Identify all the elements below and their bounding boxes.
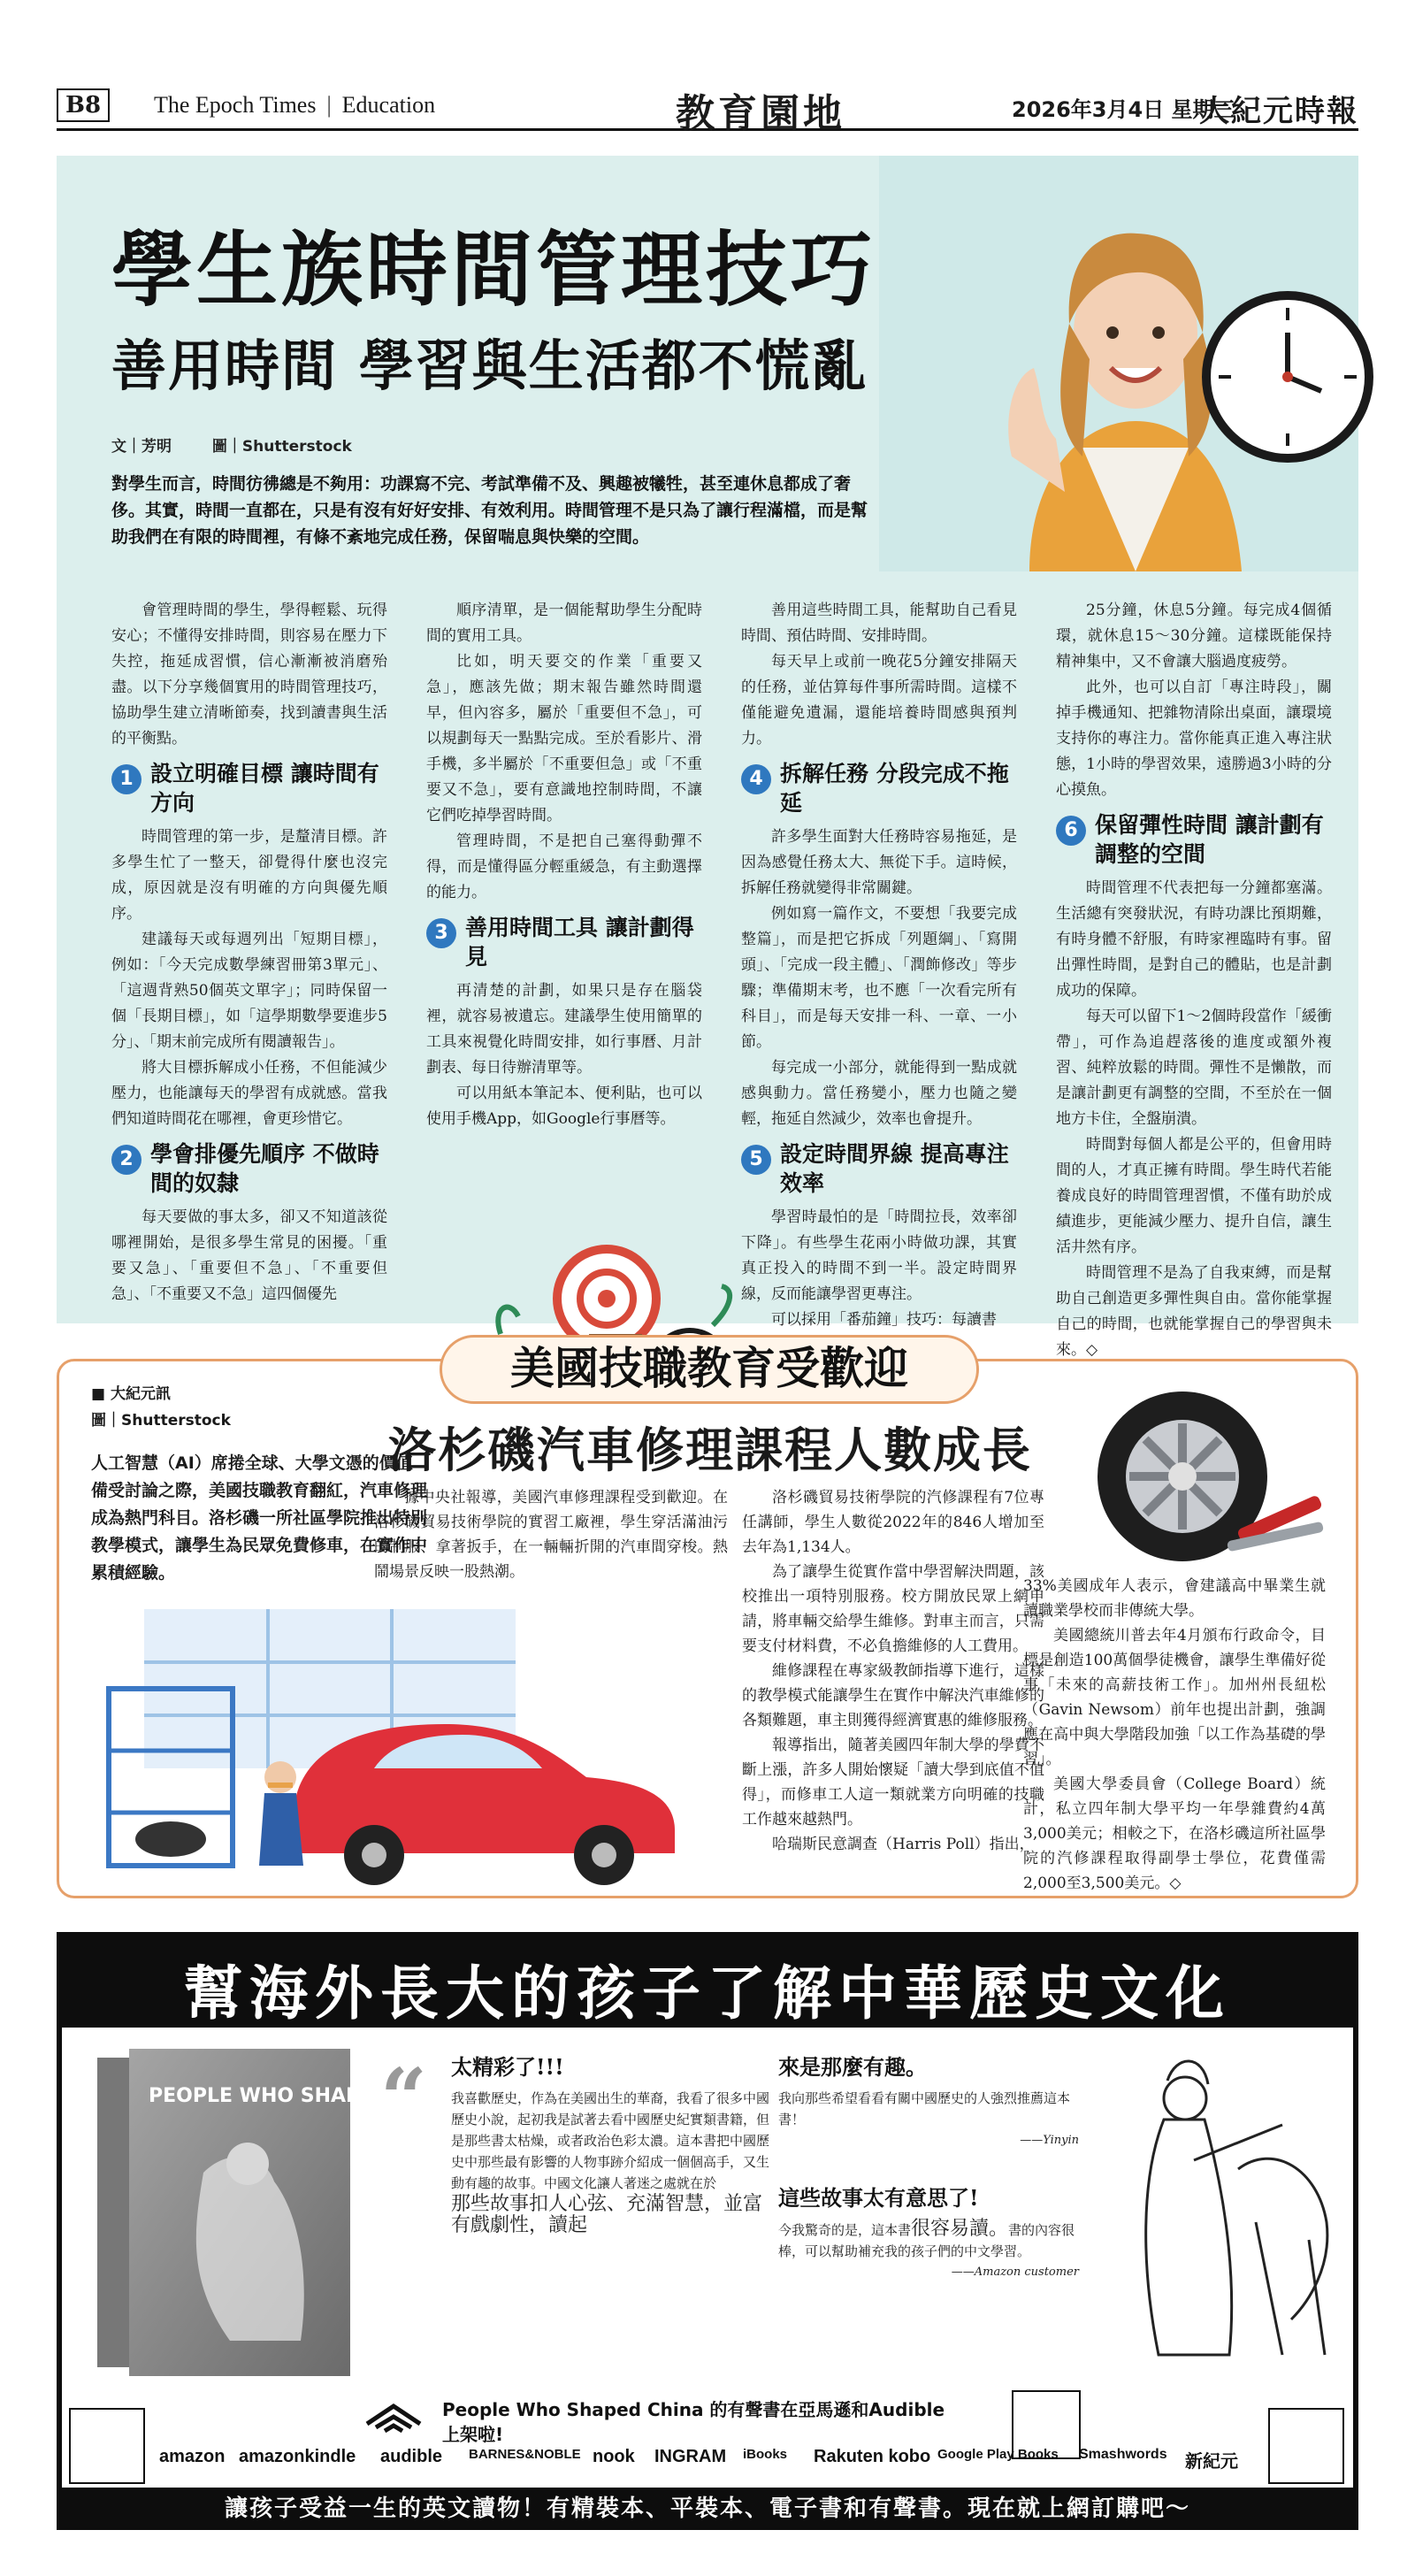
store-logos — [159, 2436, 1256, 2480]
brand-name: The Epoch Times — [154, 92, 317, 118]
photo-credit: 圖｜Shutterstock — [211, 438, 352, 456]
store-logo[interactable]: Smashwords — [1079, 2447, 1167, 2462]
vocational-column-1 — [374, 1485, 728, 1584]
column-4 — [1056, 598, 1332, 1363]
store-logo[interactable]: audible — [380, 2447, 443, 2466]
section-heading-1 — [111, 759, 387, 817]
paragraph: 時間管理的第一步，是釐清目標。許多學生忙了一整天，卻覺得什麼也沒完成，原因就是沒有明確的方向與優先順序。 — [111, 828, 387, 923]
review-3-heading: 這些故事太有意思了! — [778, 2185, 979, 2211]
paragraph: 管理時間，不是把自己塞得動彈不得，而是懂得區分輕重緩急，有主動選擇的能力。 — [426, 832, 702, 901]
ad-panel — [62, 2028, 1353, 2488]
vocational-intro: 人工智慧（AI）席捲全球、大學文憑的價值備受討論之際，美國技職教育翻紅，汽車修理成為熱門科目。洛杉磯一所社區學院推出特別教學模式，讓學生為民眾免費修車，在實作中累積經驗。 — [91, 1453, 428, 1583]
paragraph: 將大目標拆解成小任務，不但能減少壓力，也能讓每天的學習有成就感。當我們知道時間花在哪裡，會更珍惜它。 — [111, 1059, 387, 1128]
section-heading-text: 設定時間界線 提高專注效率 — [780, 1141, 1009, 1196]
store-logo[interactable]: INGRAM — [654, 2447, 727, 2466]
byline — [111, 433, 387, 456]
number-badge: 3 — [426, 918, 456, 948]
author: 文｜芳明 — [111, 438, 172, 456]
paragraph: 此外，也可以自訂「專注時段」，關掉手機通知、把雜物清除出桌面，讓環境支持你的專注力。當你能真正進入專注狀態，1小時的學習效果，遠勝過3小時的分心摸魚。 — [1056, 678, 1332, 799]
paragraph: 善用這些時間工具，能幫助自己看見時間、預估時間、安排時間。 — [741, 602, 1017, 645]
ad-headline: 幫海外長大的孩子了解中華歷史文化 — [184, 1959, 1231, 2028]
paragraph: 可以用紙本筆記本、便利貼，也可以使用手機App，如Google行事曆等。 — [426, 1085, 702, 1128]
vocational-source — [91, 1381, 231, 1434]
store-logo[interactable]: BARNES&NOBLE — [469, 2447, 581, 2462]
paragraph: 每天可以留下1～2個時段當作「緩衝帶」，可作為追趕落後的進度或額外複習、純粹放鬆的時間。彈性不是懶散，而是讓計劃更有調整的空間，不至於在一個地方卡住，全盤崩潰。 — [1056, 1008, 1332, 1128]
paragraph: 報導指出，隨著美國四年制大學的學費不斷上漲，許多人開始懷疑「讀大學到底值不值得」，而修車工人這一類就業方向明確的技職工作越來越熱門。 — [742, 1736, 1044, 1828]
issue-date: 2026年3月4日 星期三 — [1012, 97, 1235, 122]
paragraph: 美國總統川普去年4月頒布行政命令，目標是創造100萬個學徒機會，讓學生準備好從事「未來的高薪技術工作」。加州州長紐松（Gavin Newsom）前年也提出計劃，強調應在高中與大學階段加強「以工作為基礎的學習」。 — [1023, 1627, 1326, 1768]
article-subtitle: 善用時間 學習與生活都不慌亂 — [111, 334, 868, 398]
paragraph: 為了讓學生從實作當中學習解決問題，該校推出一項特別服務。校方開放民眾上網申請，將車輛交給學生維修。對車主而言，只需要支付材料費，不必負擔維修的人工費用。 — [742, 1563, 1044, 1655]
review-1-body: 我喜歡歷史，作為在美國出生的華裔，我看了很多中國歷史小說，起初我是試著去看中國歷史紀實類書籍，但是那些書太枯燥，或者政治色彩太濃。這本書把中國歷史中那些最有影響的人物事跡介紹成一個個高手，又生動有趣的故事。中國文化讓人著迷之處就在於 — [451, 2090, 770, 2191]
section-heading-2 — [111, 1139, 387, 1198]
paragraph: 每天要做的事太多，卻又不知道該從哪裡開始，是很多學生常見的困擾。「重要又急」、「重要但不急」、「不重要但急」、「不重要又不急」這四個優先 — [111, 1208, 387, 1303]
paragraph: 學習時最怕的是「時間拉長，效率卻下降」。有些學生花兩小時做功課，其實真正投入的時間不到一半。設定時間界線，反而能讓學習更專注。 — [741, 1208, 1017, 1303]
column-1 — [111, 598, 387, 1307]
section-heading-6 — [1056, 810, 1332, 869]
number-badge: 4 — [741, 764, 771, 794]
vocational-column-2 — [742, 1485, 1044, 1857]
masthead — [57, 78, 1358, 136]
newspaper-logo: 大紀元時報 — [1199, 94, 1358, 129]
review-3-text: 今我驚奇的是，這本書 — [778, 2222, 912, 2238]
section-heading-3 — [426, 913, 702, 971]
paragraph: 維修課程在專家級教師指導下進行，這樣的教學模式能讓學生在實作中解決汽車維修的各類難題，車主則獲得經濟實惠的維修服務。 — [742, 1662, 1044, 1729]
section-title: 教育園地 — [676, 91, 845, 136]
paragraph: 例如寫一篇作文，不要想「我要完成整篇」，而是把它拆成「列題綱」、「寫開頭」、「完成一段主體」、「潤飾修改」等步驟；準備期末考，也不應「一次看完所有科目」，而是每天安排一科、一章、一小節。 — [741, 905, 1017, 1051]
store-logo[interactable]: amazonkindle — [239, 2447, 356, 2466]
paragraph: 洛杉磯貿易技術學院的汽修課程有7位專任講師，學生人數從2022年的846人增加至去年為1,134人。 — [742, 1489, 1044, 1556]
section-heading-text: 學會排優先順序 不做時間的奴隸 — [150, 1141, 379, 1196]
review-2-body: 我向那些希望看看有關中國歷史的人強烈推薦這本書！ — [778, 2090, 1071, 2128]
section-heading-5 — [741, 1139, 1017, 1198]
review-2-author: ——Yinyin — [1020, 2134, 1079, 2147]
paragraph: 時間管理不是為了自我束縛，而是幫助自己創造更多彈性與自由。當你能掌握自己的時間，也就能掌握自己的學習與未來。◇ — [1056, 1264, 1332, 1359]
review-2 — [778, 2052, 1079, 2151]
review-2-heading: 來是那麼有趣。 — [778, 2054, 927, 2080]
paragraph: 33%美國成年人表示，會建議高中畢業生就讀職業學校而非傳統大學。 — [1023, 1577, 1326, 1620]
number-badge: 1 — [111, 764, 142, 794]
paragraph: 會管理時間的學生，學得輕鬆、玩得安心；不懂得安排時間，則容易在壓力下失控，拖延成習慣，信心漸漸被消磨殆盡。以下分享幾個實用的時間管理技巧，協助學生建立清晰節奏，找到讀書與生活的平衡點。 — [111, 602, 387, 748]
book-title-text: PEOPLE WHO SHAPED CHINA — [149, 2085, 466, 2107]
store-logo[interactable]: iBooks — [743, 2447, 788, 2462]
number-badge: 5 — [741, 1145, 771, 1175]
review-3-tail: 書的內容很棒，可以幫助補充我的孩子們的中文學習。 — [778, 2222, 1075, 2259]
car-repair-illustration — [91, 1600, 701, 1885]
review-1-highlight: 那些故事扣人心弦、充滿智慧，並富有戲劇性，讀起 — [451, 2193, 763, 2236]
section-heading-text: 保留彈性時間 讓計劃有調整的空間 — [1095, 812, 1324, 867]
store-logo[interactable]: Google Play Books — [937, 2447, 1059, 2462]
newspaper-brand — [154, 92, 435, 119]
article-body — [111, 598, 1332, 1359]
number-badge: 6 — [1056, 816, 1086, 846]
news-source: ■ 大紀元訊 — [91, 1385, 171, 1403]
page-number: B8 — [57, 88, 110, 122]
girl-with-clock-photo — [879, 156, 1358, 571]
paragraph: 哈瑞斯民意調查（Harris Poll）指出， — [772, 1836, 1035, 1853]
paragraph: 美國大學委員會（College Board）統計，私立四年制大學平均一年學雜費約4萬3,000美元；相較之下，在洛杉磯這所社區學院的汽修課程取得副學士學位，花費僅需2,000至3,500美元。◇ — [1023, 1775, 1326, 1892]
qr-code-icon[interactable] — [1268, 2408, 1344, 2484]
paragraph: 每天早上或前一晚花5分鐘安排隔天的任務，並估算每件事所需時間。這樣不僅能避免遺漏，還能培養時間感與預判力。 — [741, 653, 1017, 748]
review-1-heading: 太精彩了!!! — [451, 2054, 564, 2080]
column-3 — [741, 598, 1017, 1333]
section-heading-text: 設立明確目標 讓時間有方向 — [150, 761, 379, 816]
paragraph: 建議每天或每週列出「短期目標」，例如：「今天完成數學練習冊第3單元」、「這週背熟50個英文單字」；同時保留一個「長期目標」，如「這學期數學要進步5分」、「期末前完成所有閱讀報告」。 — [111, 931, 387, 1051]
vocational-column-3 — [1023, 1574, 1326, 1896]
paragraph: 每完成一小部分，就能得到一點成就感與動力。當任務變小，壓力也隨之變輕，拖延自然減少，效率也會提升。 — [741, 1059, 1017, 1128]
store-logo[interactable]: Rakuten kobo — [814, 2447, 931, 2466]
paragraph: 時間對每個人都是公平的，但會用時間的人，才真正擁有時間。學生時代若能養成良好的時間管理習慣，不僅有助於成績進步，更能減少壓力、提升自信，讓生活井然有序。 — [1056, 1136, 1332, 1256]
time-management-article — [57, 156, 1358, 1359]
audiobook-line-1: People Who Shaped China 的有聲書在亞馬遜和Audible — [442, 2399, 945, 2420]
ad-footer: 讓孩子受益一生的英文讀物！有精裝本、平裝本、電子書和有聲書。現在就上網訂購吧～ — [224, 2496, 1190, 2522]
article-title: 學生族時間管理技巧 — [111, 223, 876, 318]
book-advertisement — [57, 1932, 1358, 2530]
number-badge: 2 — [111, 1145, 142, 1175]
review-3-highlight: 很容易讀。 — [911, 2218, 1009, 2240]
section-heading-text: 善用時間工具 讓計劃得見 — [465, 915, 694, 970]
review-3-author: ——Amazon customer — [951, 2266, 1079, 2279]
article-lede: 對學生而言，時間彷彿總是不夠用：功課寫不完、考試準備不及、興趣被犧牲，甚至連休息都成了奢侈。其實，時間一直都在，只是有沒有好好安排、有效利用。時間管理不是只為了讓行程滿檔，而是幫助我們在有限的時間裡，有條不紊地完成任務，保留喘息與快樂的空間。 — [111, 474, 868, 547]
column-2 — [426, 598, 702, 1132]
paragraph: 可以採用「番茄鐘」技巧：每讀書 — [771, 1311, 997, 1329]
review-1 — [451, 2052, 769, 2236]
store-logo[interactable]: amazon — [159, 2447, 226, 2466]
vocational-article — [57, 1343, 1358, 1898]
store-logo[interactable]: 新紀元 — [1185, 2452, 1238, 2472]
ink-drawing-illustration — [1105, 2036, 1344, 2373]
paragraph: 25分鐘，休息5分鐘。每完成4個循環，就休息15～30分鐘。這樣既能保持精神集中，又不會讓大腦過度疲勞。 — [1056, 602, 1332, 671]
vocational-banner: 美國技職教育受歡迎 — [440, 1335, 979, 1404]
book-cover[interactable] — [97, 2049, 466, 2376]
quote-mark-icon: “ — [380, 2051, 427, 2146]
section-english: Education — [341, 92, 436, 118]
vocational-title: 洛杉磯汽車修理課程人數成長 — [388, 1422, 1032, 1478]
qr-code-icon[interactable] — [69, 2408, 145, 2484]
photo-credit: 圖｜Shutterstock — [91, 1412, 231, 1430]
paragraph: 據中央社報導，美國汽車修理課程受到歡迎。在洛杉磯貿易技術學院的實習工廠裡，學生穿活滿油污的制服、拿著扳手，在一輛輛折開的汽車間穿梭。熱鬧場景反映一股熱潮。 — [374, 1489, 728, 1581]
audiobook-line-2: 上架啦! — [442, 2424, 504, 2445]
paragraph: 時間管理不代表把每一分鐘都塞滿。生活總有突發狀況，有時功課比預期難，有時身體不舒服，有時家裡臨時有事。留出彈性時間，是對自己的體貼，也是計劃成功的保障。 — [1056, 879, 1332, 1000]
store-logo[interactable]: nook — [593, 2447, 635, 2466]
review-3-body — [778, 2219, 1079, 2262]
review-3 — [778, 2183, 1079, 2283]
section-heading-4 — [741, 759, 1017, 817]
audible-icon — [363, 2397, 424, 2442]
paragraph: 比如，明天要交的作業「重要又急」，應該先做；期末報告雖然時間還早，但內容多，屬於「重要但不急」，可以規劃每天一點點完成。至於看影片、滑手機，多半屬於「不重要但急」或「不重要又不急」，要有意識地控制時間，不讓它們吃掉學習時間。 — [426, 653, 702, 824]
tire-and-wrench-photo — [1076, 1379, 1333, 1565]
paragraph: 順序清單，是一個能幫助學生分配時間的實用工具。 — [426, 602, 702, 645]
paragraph: 許多學生面對大任務時容易拖延，是因為感覺任務太大、無從下手。這時候，拆解任務就變得非常關鍵。 — [741, 828, 1017, 897]
section-heading-text: 拆解任務 分段完成不拖延 — [780, 761, 1009, 816]
brand-separator: | — [326, 92, 332, 118]
paragraph: 再清楚的計劃，如果只是存在腦袋裡，就容易被遺忘。建議學生使用簡單的工具來視覺化時間安排，如行事曆、月計劃表、每日待辦清單等。 — [426, 982, 702, 1077]
